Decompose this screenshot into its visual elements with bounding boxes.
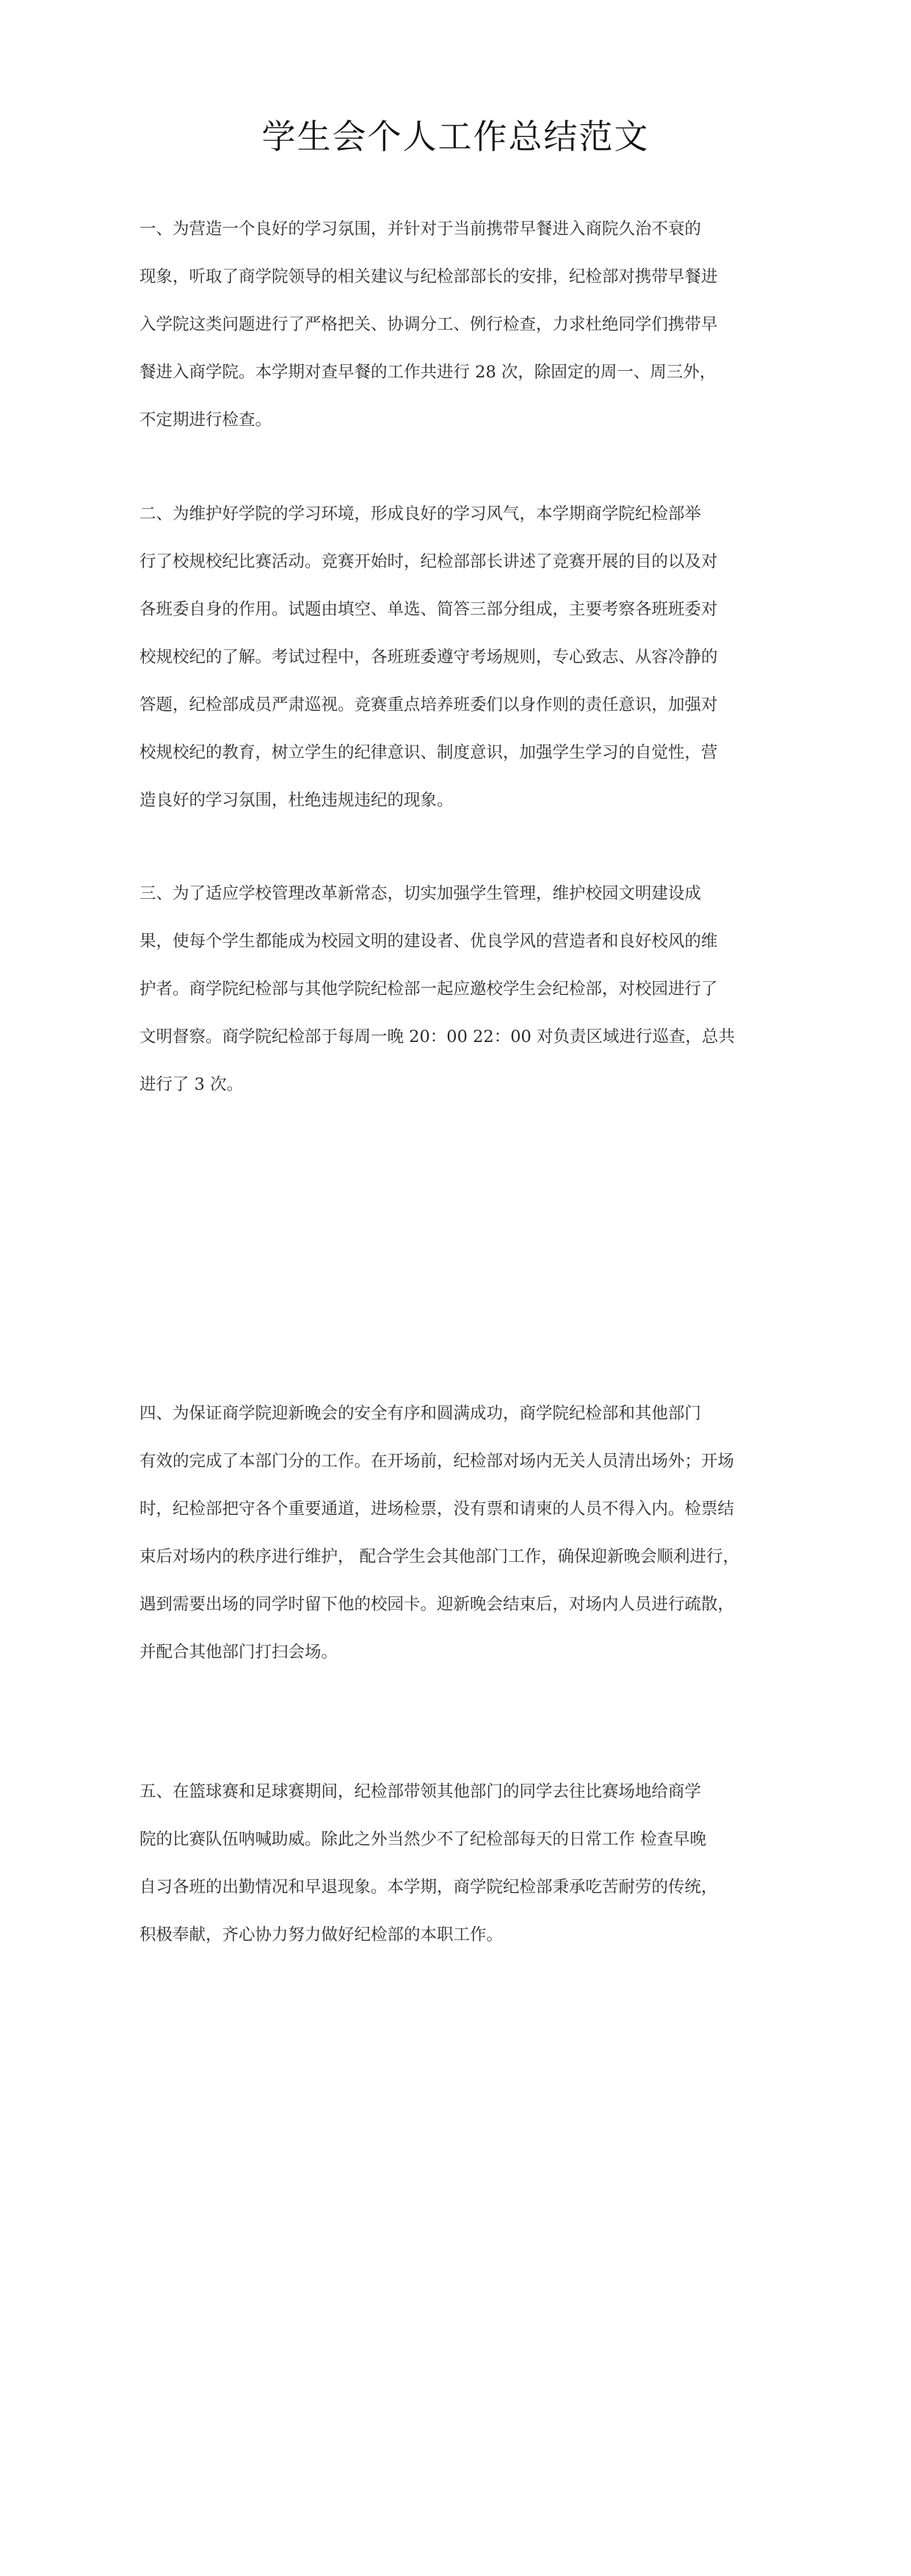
paragraph-line: 各班委自身的作用。试题由填空、单选、简答三部分组成，主要考察各班班委对 bbox=[139, 600, 718, 619]
paragraph-line: 果，使每个学生都能成为校园文明的建设者、优良学风的营造者和良好校风的维 bbox=[139, 932, 718, 951]
paragraph-line: 入学院这类问题进行了严格把关、协调分工、例行检查，力求杜绝同学们携带早 bbox=[139, 315, 718, 334]
paragraph-line: 院的比赛队伍呐喊助威。除此之外当然少不了纪检部每天的日常工作 检查早晚 bbox=[139, 1830, 707, 1849]
paragraph-line: 行了校规校纪比赛活动。竞赛开始时，纪检部部长讲述了竞赛开展的目的以及对 bbox=[139, 552, 718, 571]
paragraph-line: 二、为维护好学院的学习环境，形成良好的学习风气，本学期商学院纪检部举 bbox=[139, 504, 702, 524]
paragraph-line: 时，纪检部把守各个重要通道，进场检票，没有票和请柬的人员不得入内。检票结 bbox=[139, 1499, 735, 1519]
paragraph-line: 护者。商学院纪检部与其他学院纪检部一起应邀校学生会纪检部，对校园进行了 bbox=[139, 980, 718, 999]
paragraph-line: 校规校纪的了解。考试过程中，各班班委遵守考场规则，专心致志、从容冷静的 bbox=[139, 648, 718, 667]
paragraph-line: 文明督察。商学院纪检部于每周一晚 20：00 22：00 对负责区域进行巡查，总共 bbox=[139, 1027, 735, 1046]
paragraph-line: 进行了 3 次。 bbox=[139, 1075, 244, 1094]
paragraph-1 bbox=[139, 206, 778, 444]
paragraph-line: 自习各班的出勤情况和早退现象。本学期，商学院纪检部秉承吃苦耐劳的传统， bbox=[139, 1878, 718, 1897]
paragraph-2 bbox=[139, 491, 778, 825]
paragraph-line: 束后对场内的秩序进行维护， 配合学生会其他部门工作，确保迎新晚会顺利进行， bbox=[139, 1547, 740, 1566]
paragraph-line: 并配合其他部门打扫会场。 bbox=[139, 1643, 338, 1662]
paragraph-line: 四、为保证商学院迎新晚会的安全有序和圆满成功，商学院纪检部和其他部门 bbox=[139, 1404, 702, 1423]
paragraph-4 bbox=[139, 1390, 778, 1676]
paragraph-line: 造良好的学习氛围，杜绝违规违纪的现象。 bbox=[139, 791, 454, 810]
paragraph-line: 有效的完成了本部门分的工作。在开场前，纪检部对场内无关人员清出场外；开场 bbox=[139, 1452, 735, 1471]
paragraph-line: 现象，听取了商学院领导的相关建议与纪检部部长的安排，纪检部对携带早餐进 bbox=[139, 267, 718, 286]
document-title: 学生会个人工作总结范文 bbox=[261, 117, 650, 156]
paragraph-line: 遇到需要出场的同学时留下他的校园卡。迎新晚会结束后，对场内人员进行疏散， bbox=[139, 1595, 735, 1614]
paragraph-line: 答题，纪检部成员严肃巡视。竞赛重点培养班委们以身作则的责任意识，加强对 bbox=[139, 695, 718, 714]
paragraph-line: 五、在篮球赛和足球赛期间，纪检部带领其他部门的同学去往比赛场地给商学 bbox=[139, 1782, 702, 1801]
paragraph-line: 校规校纪的教育，树立学生的纪律意识、制度意识，加强学生学习的自觉性，营 bbox=[139, 743, 718, 762]
paragraph-5 bbox=[139, 1768, 778, 1959]
paragraph-3 bbox=[139, 870, 778, 1109]
paragraph-line: 一、为营造一个良好的学习氛围，并针对于当前携带早餐进入商院久治不衰的 bbox=[139, 220, 702, 239]
paragraph-line: 积极奉献，齐心协力努力做好纪检部的本职工作。 bbox=[139, 1925, 504, 1944]
paragraph-line: 餐进入商学院。本学期对查早餐的工作共进行 28 次，除固定的周一、周三外， bbox=[139, 363, 716, 382]
paragraph-line: 不定期进行检查。 bbox=[139, 410, 272, 430]
paragraph-line: 三、为了适应学校管理改革新常态，切实加强学生管理，维护校园文明建设成 bbox=[139, 884, 702, 903]
